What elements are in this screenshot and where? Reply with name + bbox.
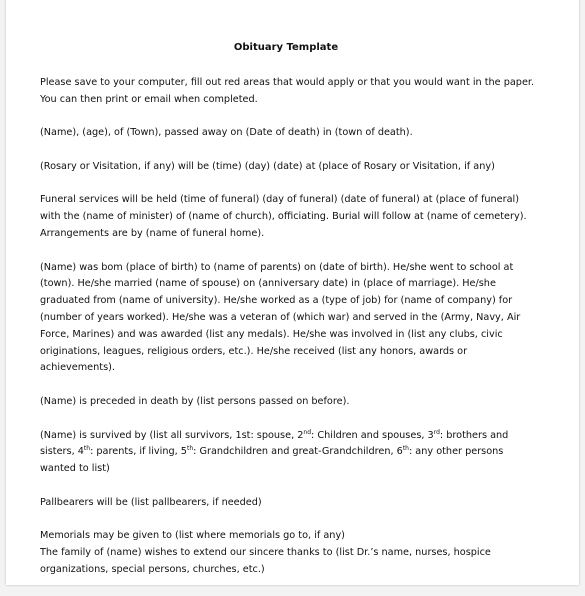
thanks-paragraph: The family of (name) wishes to extend our sincere thanks to (list Dr.’s name, nurses, hospice organizations, special persons, churches, etc.) [40, 547, 491, 575]
survived-paragraph [40, 428, 540, 478]
document-body [40, 40, 540, 596]
intro-paragraph: Please save to your computer, fill out red areas that would apply or that you would want in the paper. You can then print or email when completed. [40, 76, 535, 105]
ordinal-suffix: nd [303, 428, 312, 436]
survived-text-3: : brothers and sisters, 4 [40, 429, 509, 458]
pallbearers-paragraph: Pallbearers will be (list pallbearers, if needed) [40, 496, 262, 508]
document-title: Obituary Template [233, 42, 339, 53]
survived-text-5: : Grandchildren and great-Grandchildren, 6 [193, 446, 403, 458]
ordinal-suffix: th [186, 445, 194, 453]
survived-text-6: : any other persons wanted to list) [40, 446, 504, 475]
biography-paragraph: (Name) was bom (place of birth) to (name of parents) on (date of birth). He/she went to school at (town). He/she married (name of spouse) on (anniversary date) in (place of marriage). He/she graduated from (name of university). He/she worked as a (type of job) for (name of company) for (number of years worked). He/she was a veteran of (which war) and served in the (Army, Navy, Air Force, Marines) and was awarded (list any medals). He/she was involved in (list any clubs, civic originations, leagues, religious orders, etc.). He/she received (list any honors, awards or achievements). [40, 261, 521, 374]
document-page [6, 0, 579, 585]
survived-text-2: : Children and spouses, 3 [311, 429, 434, 441]
rosary-paragraph: (Rosary or Visitation, if any) will be (time) (day) (date) at (place of Rosary or Visitation, if any) [40, 160, 495, 172]
ordinal-suffix: th [83, 445, 91, 453]
preceded-paragraph: (Name) is preceded in death by (list persons passed on before). [40, 395, 350, 407]
death-paragraph: (Name), (age), of (Town), passed away on (Date of death) in (town of death). [40, 127, 413, 139]
funeral-paragraph: Funeral services will be held (time of funeral) (day of funeral) (date of funeral) at (place of funeral) with the (name of minister) of (name of church), officiating. Burial will follow at (name of cemetery). Arrangements are by (name of funeral home). [40, 194, 527, 239]
memorials-paragraph: Memorials may be given to (list where memorials go to, if any) [40, 530, 345, 542]
ordinal-suffix: rd [433, 428, 440, 436]
ordinal-suffix: th [402, 445, 409, 453]
survived-text-4: : parents, if living, 5 [90, 446, 187, 458]
survived-text-1: (Name) is survived by (list all survivors, 1st: spouse, 2 [40, 429, 304, 441]
